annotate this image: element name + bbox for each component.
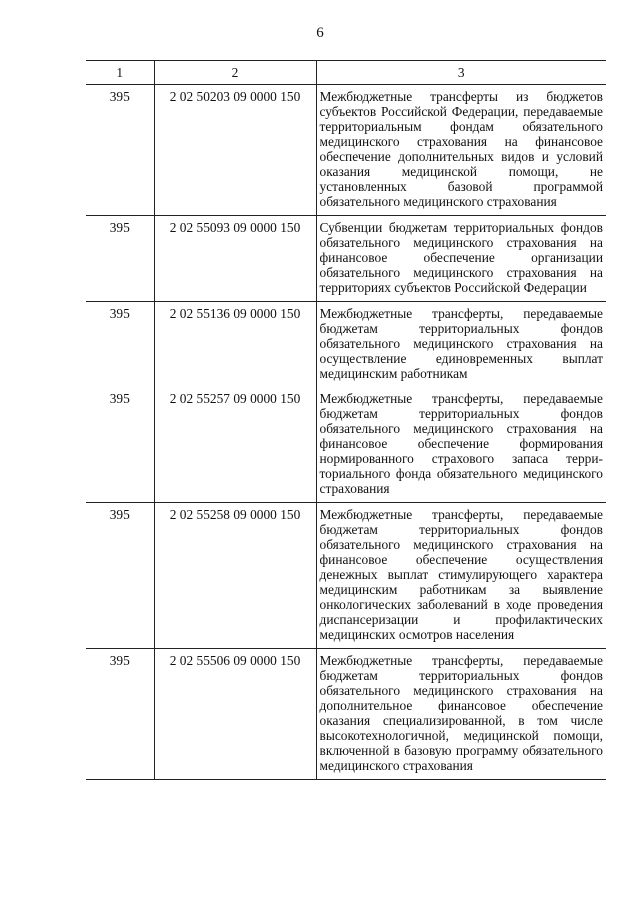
budget-code-cell: 2 02 55257 09 0000 150 (154, 387, 316, 503)
column-header-1: 1 (86, 61, 154, 85)
admin-code-cell: 395 (86, 503, 154, 649)
column-header-2: 2 (154, 61, 316, 85)
description-cell: Межбюджетные трансферты, передаваемые бюджетам территориальных фондов обязательного медицинского страхования на дополнительное финансовое обеспечение оказания специализированной, в том числе высокотехнологичной, медицинской помощи, включенной в базовую программу обязательного медицинского страхования (316, 649, 606, 780)
description-cell: Межбюджетные трансферты, передаваемые бюджетам территориальных фондов обязательного медицинского страхования на финансовое обеспечение формирования нормированного страхового запаса территориального фонда обязательного медицинского страхования (316, 387, 606, 503)
description-cell: Межбюджетные трансферты, передаваемые бюджетам территориальных фондов обязательного медицинского страхования на осуществление единовременных выплат медицинским работникам (316, 302, 606, 388)
table-row (86, 302, 606, 388)
budget-code-cell: 2 02 55258 09 0000 150 (154, 503, 316, 649)
table-row (86, 649, 606, 780)
budget-code-cell: 2 02 55136 09 0000 150 (154, 302, 316, 388)
admin-code-cell: 395 (86, 85, 154, 216)
budget-code-cell: 2 02 55506 09 0000 150 (154, 649, 316, 780)
budget-codes-table (86, 60, 606, 780)
admin-code-cell: 395 (86, 387, 154, 503)
budget-code-cell: 2 02 50203 09 0000 150 (154, 85, 316, 216)
description-cell: Межбюджетные трансферты из бюджетов субъектов Российской Федерации, передаваемые территориальным фондам обязательного медицинского страхования на финансовое обеспечение дополнительных видов и условий оказания медицинской помощи, не установленных базовой программой обязательного медицинского страхования (316, 85, 606, 216)
table-row (86, 216, 606, 302)
description-cell: Субвенции бюджетам территориальных фондов обязательного медицинского страхования на финансовое обеспечение организации обязательного медицинского страхования на территориях субъектов Российской Федерации (316, 216, 606, 302)
admin-code-cell: 395 (86, 216, 154, 302)
admin-code-cell: 395 (109, 306, 130, 321)
budget-code-cell: 2 02 55093 09 0000 150 (154, 216, 316, 302)
description-cell: Межбюджетные трансферты, передаваемые бюджетам территориальных фондов обязательного медицинского страхования на финансовое обеспечение осуществления денежных выплат стимулирующего характера медицинским работникам за выявление онкологических заболеваний в ходе проведения диспансеризации и профилактических медицинских осмотров населения (316, 503, 606, 649)
table-row (86, 503, 606, 649)
admin-code-cell: 395 (86, 649, 154, 780)
table-row (86, 85, 606, 216)
table-row (86, 387, 606, 503)
table-header-row (86, 61, 606, 85)
page-number: 6 (316, 25, 324, 41)
column-header-3: 3 (316, 61, 606, 85)
